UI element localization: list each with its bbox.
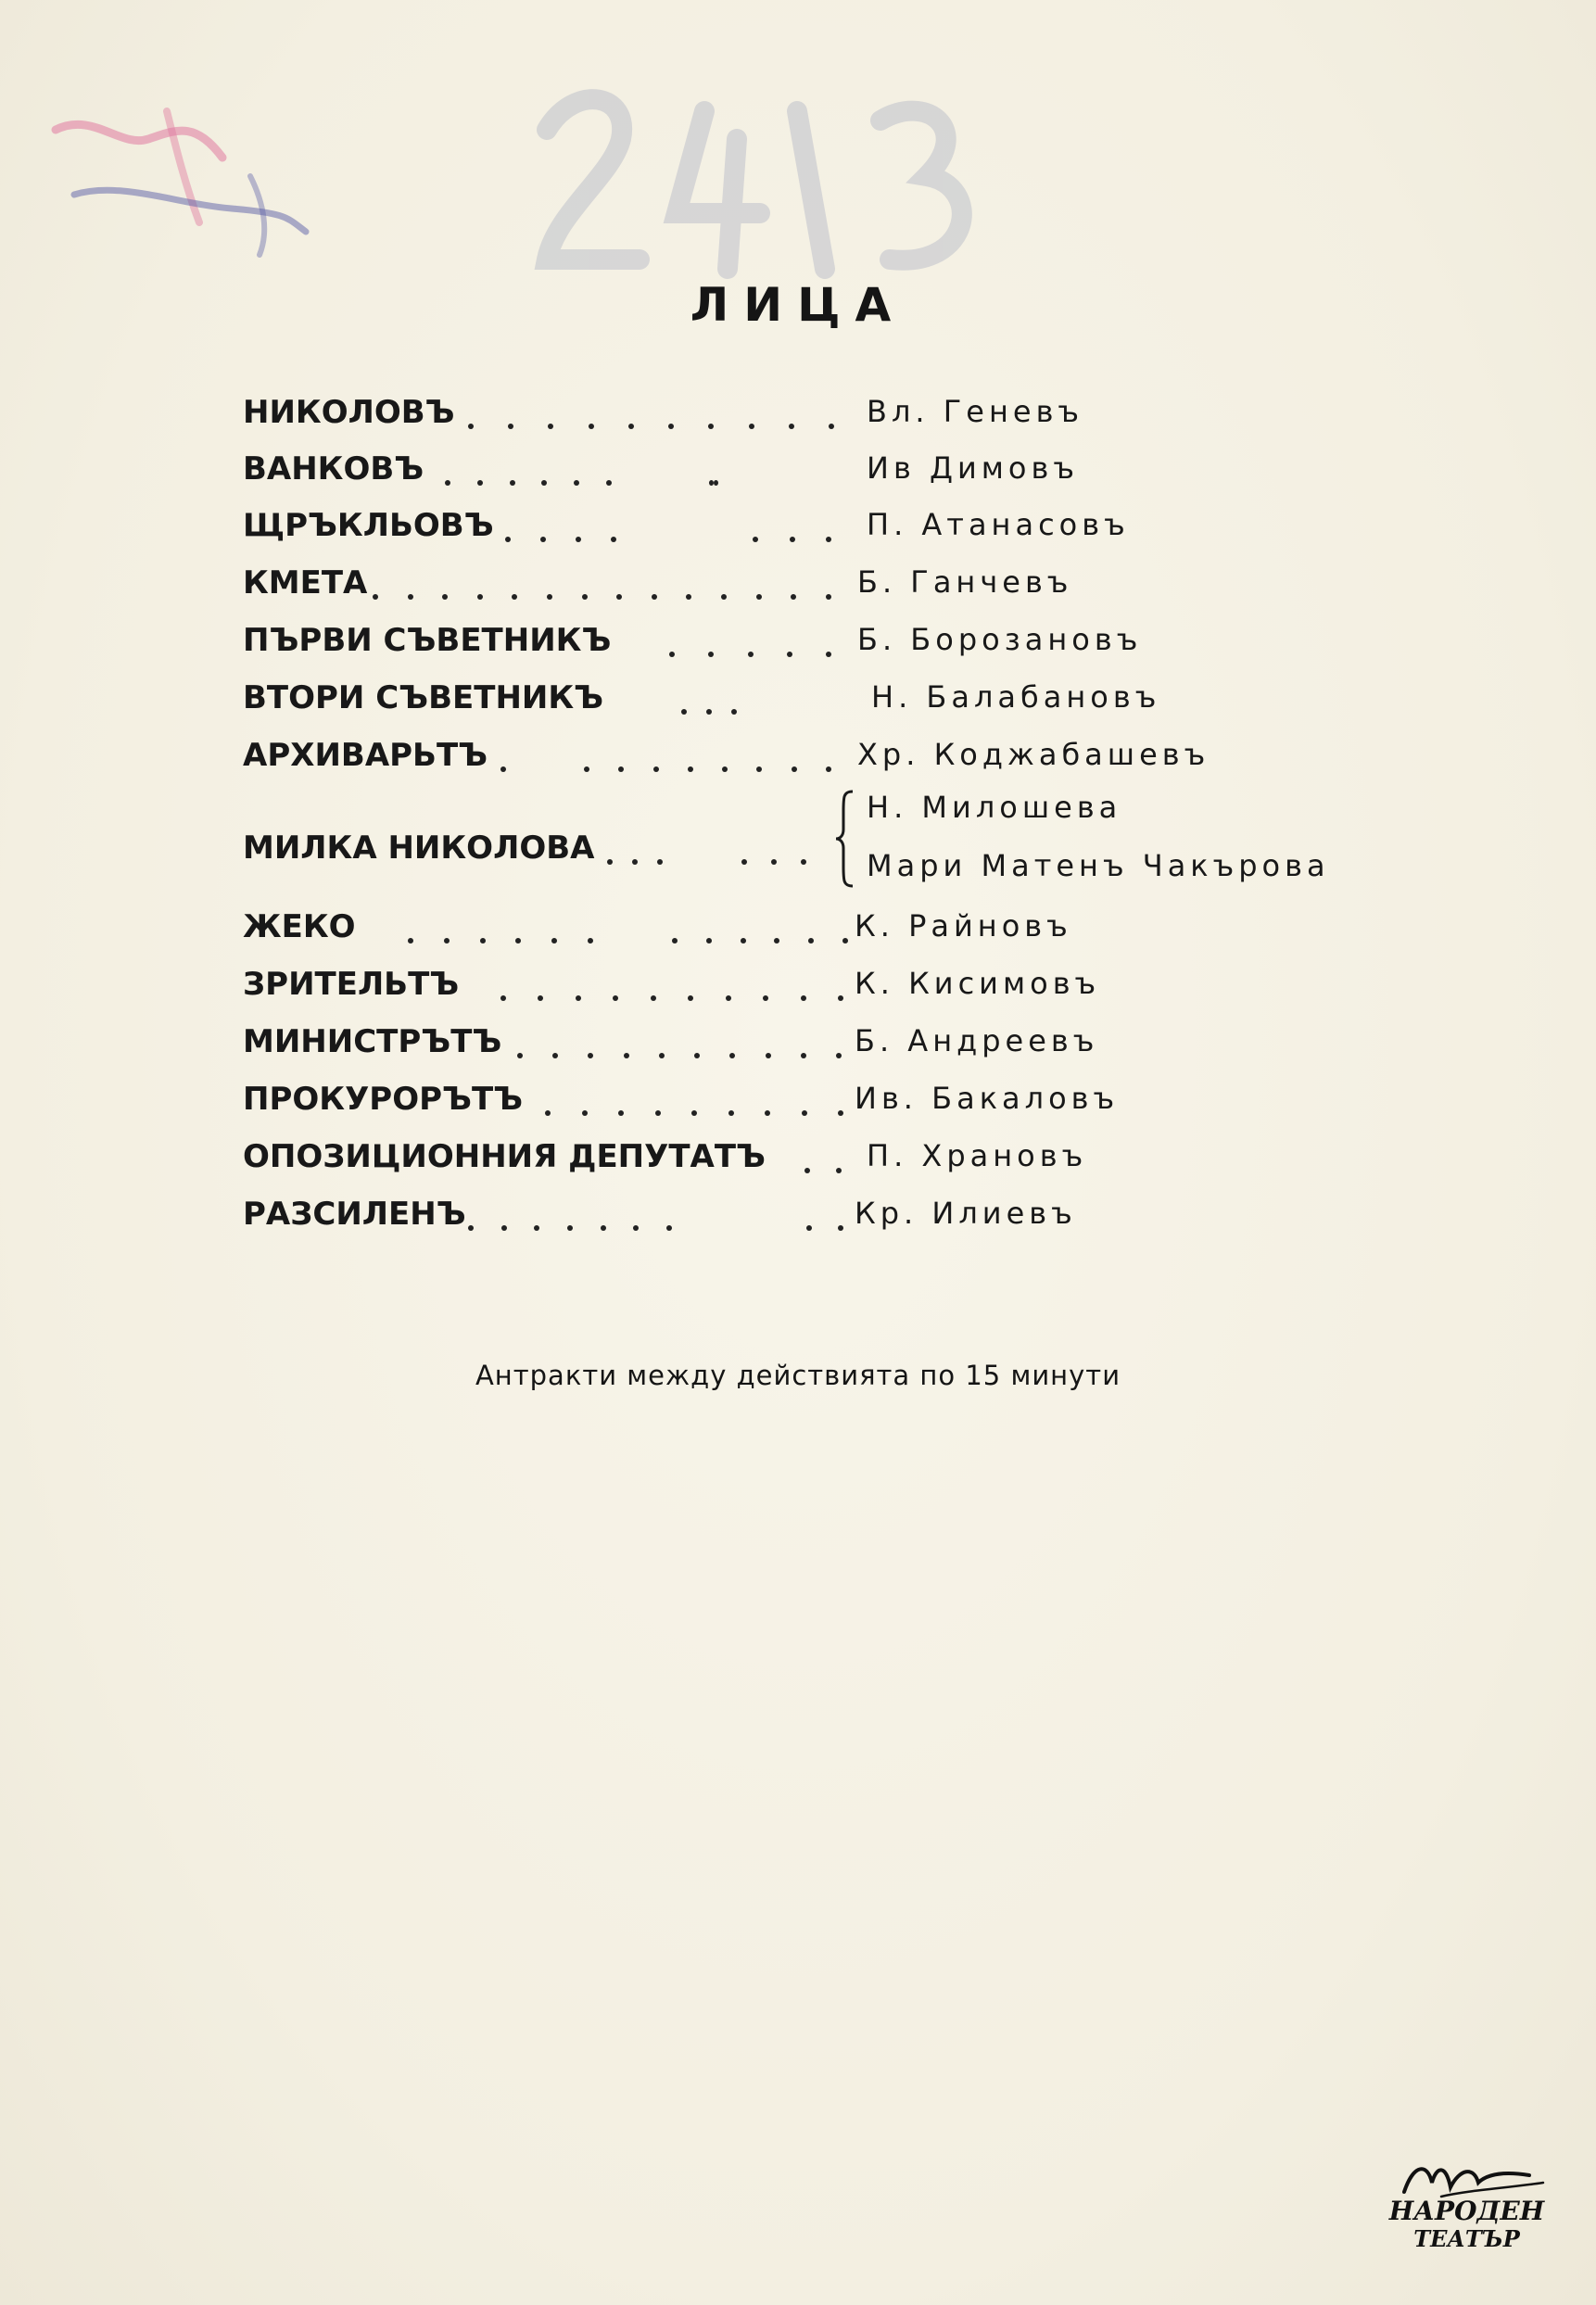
cast-row	[0, 1023, 1596, 1079]
leader-dots	[408, 908, 593, 949]
cast-row	[0, 737, 1596, 792]
actor-name: Н. Милошева	[867, 790, 1122, 825]
role-name: ОПОЗИЦИОННИЯ ДЕПУТАТЪ	[243, 1138, 766, 1175]
intermission-note: Антракти между действията по 15 минути	[475, 1360, 1121, 1391]
actor-name: Б. Андреевъ	[855, 1023, 1099, 1058]
cast-row	[0, 394, 1596, 450]
role-name: ПРОКУРОРЪТЪ	[243, 1081, 524, 1118]
cast-row	[0, 966, 1596, 1021]
role-name: МИЛКА НИКОЛОВА	[243, 830, 595, 867]
role-name: ЗРИТЕЛЬТЪ	[243, 966, 460, 1003]
actor-name: Мари Матенъ Чакърова	[867, 848, 1330, 883]
cast-row	[0, 507, 1596, 563]
leader-dots	[741, 830, 806, 870]
role-name: ЖЕКО	[243, 908, 356, 945]
actor-name: П. Храновъ	[867, 1138, 1088, 1173]
role-name: АРХИВАРЬТЪ	[243, 737, 488, 774]
actor-name: П. Атанасовъ	[867, 507, 1130, 542]
cast-row	[0, 679, 1596, 735]
leader-dots	[545, 1081, 843, 1121]
role-name: НИКОЛОВЪ	[243, 394, 455, 431]
role-name: ЩРЪКЛЬОВЪ	[243, 507, 494, 544]
leader-dots	[709, 450, 718, 491]
leader-dots	[505, 507, 616, 548]
leader-dots	[584, 737, 831, 778]
cast-row	[0, 908, 1596, 964]
brace-bracket	[834, 788, 856, 890]
role-name: КМЕТА	[243, 564, 368, 602]
leader-dots	[669, 622, 831, 663]
leader-dots	[468, 1196, 672, 1236]
role-name: ВАНКОВЪ	[243, 450, 424, 488]
national-theatre-logo	[1386, 2155, 1548, 2257]
cast-row	[0, 564, 1596, 620]
role-name: МИНИСТРЪТЪ	[243, 1023, 502, 1060]
leader-dots	[500, 737, 510, 778]
actor-name: Б. Борозановъ	[857, 622, 1143, 657]
leader-dots	[445, 450, 612, 491]
leader-dots	[468, 394, 834, 435]
leader-dots	[804, 1138, 842, 1179]
actor-name: Хр. Коджабашевъ	[857, 737, 1210, 772]
actor-name: Ив. Бакаловъ	[855, 1081, 1120, 1116]
leader-dots	[607, 830, 663, 870]
actor-name: Вл. Геневъ	[867, 394, 1084, 429]
cast-row	[0, 1196, 1596, 1251]
role-name: ВТОРИ СЪВЕТНИКЪ	[243, 679, 604, 716]
actor-name: К. Кисимовъ	[855, 966, 1101, 1001]
leader-dots	[681, 679, 737, 720]
cast-row	[0, 622, 1596, 678]
leader-dots	[500, 966, 843, 1007]
logo-line2: ТЕАТЪР	[1413, 2225, 1520, 2252]
role-name: ПЪРВИ СЪВЕТНИКЪ	[243, 622, 612, 659]
leader-dots	[753, 507, 831, 548]
cast-row	[0, 1138, 1596, 1194]
actor-name: К. Райновъ	[855, 908, 1072, 944]
bleed-through-text	[0, 218, 1596, 265]
signature-icon	[1386, 2155, 1548, 2201]
cast-row	[0, 450, 1596, 506]
actor-name: Б. Ганчевъ	[857, 564, 1073, 600]
leader-dots	[672, 908, 848, 949]
actor-name: Кр. Илиевъ	[855, 1196, 1077, 1231]
cast-row	[0, 830, 1596, 885]
role-name: РАЗСИЛЕНЪ	[243, 1196, 466, 1233]
actor-name: Ив Димовъ	[867, 450, 1079, 486]
leader-dots	[517, 1023, 842, 1064]
cast-row	[0, 1081, 1596, 1136]
leader-dots	[373, 564, 831, 605]
actor-name: Н. Балабановъ	[871, 679, 1161, 715]
logo-line1: НАРОДЕН	[1388, 2196, 1545, 2226]
leader-dots	[806, 1196, 843, 1236]
page-title: ЛИЦА	[690, 278, 906, 332]
